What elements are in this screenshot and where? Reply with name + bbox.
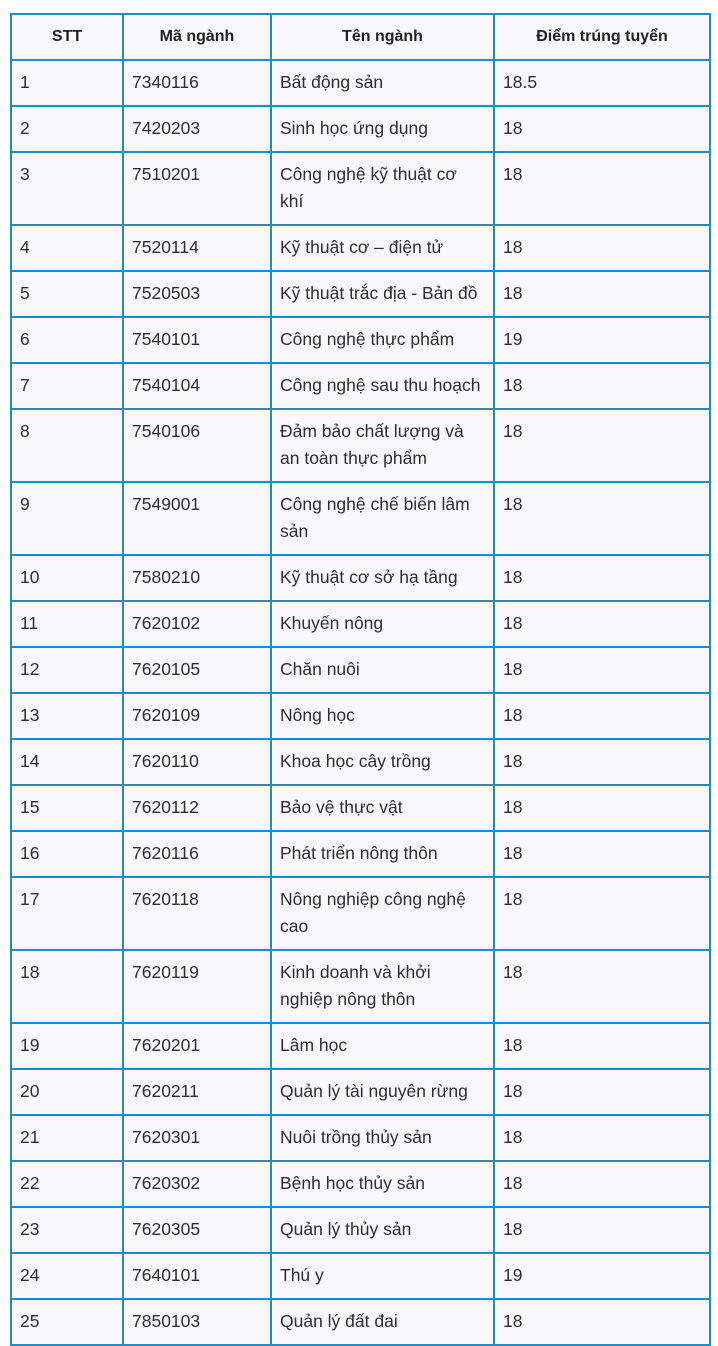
cell-major-code: 7620112 xyxy=(123,785,271,831)
table-row xyxy=(11,1253,710,1299)
cell-major-code: 7640101 xyxy=(123,1253,271,1299)
cell-major-name: Kỹ thuật cơ – điện tử xyxy=(271,225,494,271)
admission-scores-table-wrapper xyxy=(10,13,711,1346)
cell-stt: 19 xyxy=(11,1023,123,1069)
table-row xyxy=(11,693,710,739)
cell-major-name: Quản lý tài nguyên rừng xyxy=(271,1069,494,1115)
cell-admission-score: 18 xyxy=(494,877,710,950)
cell-major-name: Thú y xyxy=(271,1253,494,1299)
cell-stt: 13 xyxy=(11,693,123,739)
cell-major-code: 7850103 xyxy=(123,1299,271,1345)
cell-major-code: 7520503 xyxy=(123,271,271,317)
cell-major-code: 7520114 xyxy=(123,225,271,271)
table-row xyxy=(11,1069,710,1115)
cell-stt: 20 xyxy=(11,1069,123,1115)
cell-major-name: Phát triển nông thôn xyxy=(271,831,494,877)
cell-stt: 21 xyxy=(11,1115,123,1161)
cell-major-code: 7620302 xyxy=(123,1161,271,1207)
cell-stt: 12 xyxy=(11,647,123,693)
cell-admission-score: 18 xyxy=(494,647,710,693)
cell-stt: 25 xyxy=(11,1299,123,1345)
cell-admission-score: 18 xyxy=(494,1023,710,1069)
table-row xyxy=(11,225,710,271)
cell-major-code: 7620102 xyxy=(123,601,271,647)
cell-major-code: 7620116 xyxy=(123,831,271,877)
table-row xyxy=(11,785,710,831)
table-row xyxy=(11,317,710,363)
cell-stt: 17 xyxy=(11,877,123,950)
table-row xyxy=(11,1207,710,1253)
cell-major-name: Bảo vệ thực vật xyxy=(271,785,494,831)
header-admission-score: Điểm trúng tuyển xyxy=(494,14,710,60)
table-row xyxy=(11,106,710,152)
cell-admission-score: 18 xyxy=(494,950,710,1023)
cell-admission-score: 18 xyxy=(494,1161,710,1207)
cell-stt: 14 xyxy=(11,739,123,785)
cell-stt: 2 xyxy=(11,106,123,152)
cell-stt: 15 xyxy=(11,785,123,831)
cell-stt: 1 xyxy=(11,60,123,106)
cell-stt: 11 xyxy=(11,601,123,647)
cell-major-code: 7340116 xyxy=(123,60,271,106)
cell-major-name: Quản lý đất đai xyxy=(271,1299,494,1345)
cell-admission-score: 18 xyxy=(494,693,710,739)
cell-major-name: Khuyến nông xyxy=(271,601,494,647)
cell-admission-score: 18 xyxy=(494,601,710,647)
table-row xyxy=(11,271,710,317)
cell-admission-score: 18.5 xyxy=(494,60,710,106)
table-header xyxy=(11,14,710,60)
table-row xyxy=(11,409,710,482)
cell-admission-score: 18 xyxy=(494,785,710,831)
cell-major-code: 7620305 xyxy=(123,1207,271,1253)
cell-major-name: Công nghệ chế biến lâm sản xyxy=(271,482,494,555)
cell-major-name: Đảm bảo chất lượng và an toàn thực phẩm xyxy=(271,409,494,482)
cell-admission-score: 18 xyxy=(494,271,710,317)
table-row xyxy=(11,555,710,601)
cell-admission-score: 18 xyxy=(494,1069,710,1115)
header-major-name: Tên ngành xyxy=(271,14,494,60)
table-row xyxy=(11,1023,710,1069)
cell-admission-score: 18 xyxy=(494,1299,710,1345)
cell-stt: 6 xyxy=(11,317,123,363)
cell-major-code: 7620201 xyxy=(123,1023,271,1069)
cell-major-code: 7620118 xyxy=(123,877,271,950)
table-row xyxy=(11,363,710,409)
cell-major-name: Sinh học ứng dụng xyxy=(271,106,494,152)
cell-stt: 16 xyxy=(11,831,123,877)
cell-major-name: Công nghệ thực phẩm xyxy=(271,317,494,363)
table-row xyxy=(11,877,710,950)
cell-admission-score: 19 xyxy=(494,1253,710,1299)
cell-stt: 7 xyxy=(11,363,123,409)
cell-major-code: 7580210 xyxy=(123,555,271,601)
cell-stt: 18 xyxy=(11,950,123,1023)
cell-admission-score: 18 xyxy=(494,1115,710,1161)
admission-scores-table xyxy=(10,13,711,1346)
table-row xyxy=(11,831,710,877)
cell-major-code: 7620105 xyxy=(123,647,271,693)
table-row xyxy=(11,601,710,647)
cell-major-code: 7620211 xyxy=(123,1069,271,1115)
cell-major-code: 7620301 xyxy=(123,1115,271,1161)
cell-major-name: Công nghệ kỹ thuật cơ khí xyxy=(271,152,494,225)
cell-major-name: Lâm học xyxy=(271,1023,494,1069)
cell-stt: 24 xyxy=(11,1253,123,1299)
table-body xyxy=(11,60,710,1345)
table-row xyxy=(11,950,710,1023)
cell-stt: 3 xyxy=(11,152,123,225)
cell-major-name: Nông nghiệp công nghệ cao xyxy=(271,877,494,950)
cell-stt: 4 xyxy=(11,225,123,271)
cell-admission-score: 18 xyxy=(494,1207,710,1253)
table-row xyxy=(11,60,710,106)
cell-major-name: Nông học xyxy=(271,693,494,739)
cell-major-code: 7549001 xyxy=(123,482,271,555)
cell-major-code: 7540104 xyxy=(123,363,271,409)
table-row xyxy=(11,482,710,555)
cell-admission-score: 18 xyxy=(494,831,710,877)
table-row xyxy=(11,647,710,693)
cell-stt: 10 xyxy=(11,555,123,601)
cell-major-code: 7620110 xyxy=(123,739,271,785)
cell-major-name: Kỹ thuật trắc địa - Bản đồ xyxy=(271,271,494,317)
cell-major-name: Quản lý thủy sản xyxy=(271,1207,494,1253)
header-major-code: Mã ngành xyxy=(123,14,271,60)
cell-major-name: Công nghệ sau thu hoạch xyxy=(271,363,494,409)
header-stt: STT xyxy=(11,14,123,60)
table-row xyxy=(11,1115,710,1161)
cell-major-code: 7540101 xyxy=(123,317,271,363)
cell-admission-score: 18 xyxy=(494,225,710,271)
cell-major-code: 7620109 xyxy=(123,693,271,739)
cell-stt: 8 xyxy=(11,409,123,482)
cell-admission-score: 18 xyxy=(494,482,710,555)
cell-major-name: Nuôi trồng thủy sản xyxy=(271,1115,494,1161)
header-row xyxy=(11,14,710,60)
cell-major-code: 7620119 xyxy=(123,950,271,1023)
cell-admission-score: 18 xyxy=(494,152,710,225)
cell-major-code: 7540106 xyxy=(123,409,271,482)
cell-major-name: Kỹ thuật cơ sở hạ tầng xyxy=(271,555,494,601)
cell-stt: 9 xyxy=(11,482,123,555)
cell-stt: 5 xyxy=(11,271,123,317)
cell-admission-score: 18 xyxy=(494,106,710,152)
table-row xyxy=(11,152,710,225)
cell-major-name: Bệnh học thủy sản xyxy=(271,1161,494,1207)
table-row xyxy=(11,1161,710,1207)
cell-major-code: 7510201 xyxy=(123,152,271,225)
table-row xyxy=(11,1299,710,1345)
table-row xyxy=(11,739,710,785)
cell-major-name: Khoa học cây trồng xyxy=(271,739,494,785)
cell-major-name: Bất động sản xyxy=(271,60,494,106)
cell-stt: 23 xyxy=(11,1207,123,1253)
cell-admission-score: 19 xyxy=(494,317,710,363)
cell-major-code: 7420203 xyxy=(123,106,271,152)
cell-admission-score: 18 xyxy=(494,363,710,409)
cell-admission-score: 18 xyxy=(494,739,710,785)
cell-admission-score: 18 xyxy=(494,555,710,601)
cell-major-name: Chăn nuôi xyxy=(271,647,494,693)
cell-admission-score: 18 xyxy=(494,409,710,482)
cell-major-name: Kinh doanh và khởi nghiệp nông thôn xyxy=(271,950,494,1023)
cell-stt: 22 xyxy=(11,1161,123,1207)
